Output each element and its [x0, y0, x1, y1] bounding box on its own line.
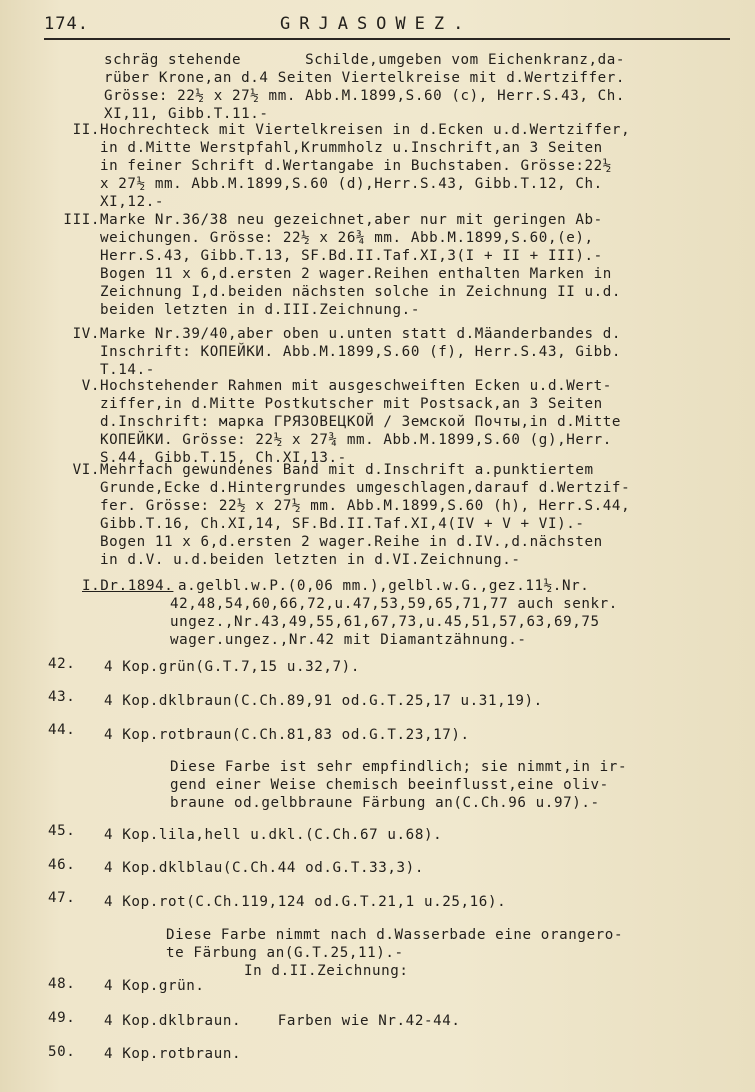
- design-3-line-6: beiden letzten in d.III.Zeichnung.-: [100, 302, 420, 318]
- note-47-line-1: Diese Farbe nimmt nach d.Wasserbade eine orangero-: [166, 927, 624, 943]
- stamp-description: 4 Kop.dklblau(C.Ch.44 od.G.T.33,3).: [104, 860, 424, 876]
- design-3-line-4: Bogen 11 x 6,d.ersten 2 wager.Reihen enthalten Marken in: [100, 266, 612, 282]
- note-44-line-2: gend einer Weise chemisch beeinflusst,eine oliv-: [170, 777, 609, 793]
- printing-line-2: 42,48,54,60,66,72,u.47,53,59,65,71,77 auch senkr.: [170, 596, 618, 612]
- design-3-line-5: Zeichnung I,d.beiden nächsten solche in Zeichnung II u.d.: [100, 284, 622, 300]
- design-5-marker: V.: [81, 378, 100, 394]
- design-2-line-5: XI,12.-: [100, 194, 164, 210]
- design-4-marker: IV.: [72, 326, 100, 342]
- drawing-heading: In d.II.Zeichnung:: [244, 963, 409, 979]
- design-3-line-3: Herr.S.43, Gibb.T.13, SF.Bd.II.Taf.XI,3(I + II + III).-: [100, 248, 603, 264]
- stamp-description: 4 Kop.dklbraun(C.Ch.89,91 od.G.T.25,17 u.31,19).: [104, 693, 543, 709]
- design-5-line-5: S.44, Gibb.T.15, Ch.XI,13.-: [100, 450, 347, 466]
- stamp-description: 4 Kop.dklbraun. Farben wie Nr.42-44.: [104, 1013, 461, 1029]
- note-47-line-2: te Färbung an(G.T.25,11).-: [166, 945, 404, 961]
- design-1-line-3: Grösse: 22½ x 27½ mm. Abb.M.1899,S.60 (c), Herr.S.43, Ch.: [104, 88, 626, 104]
- design-5-line-4: КОПЕЙКИ. Grösse: 22½ x 27¾ mm. Abb.M.1899,S.60 (g),Herr.: [100, 432, 612, 448]
- design-3-line-1: Marke Nr.36/38 neu gezeichnet,aber nur mit geringen Ab-: [100, 212, 603, 228]
- stamp-description: 4 Kop.rotbraun.: [104, 1046, 242, 1062]
- stamp-number: 44.: [48, 722, 76, 738]
- design-6-line-6: in d.V. u.d.beiden letzten in d.VI.Zeichnung.-: [100, 552, 521, 568]
- design-6-line-1: Mehrfach gewundenes Band mit d.Inschrift a.punktiertem: [100, 462, 594, 478]
- stamp-number: 46.: [48, 857, 76, 873]
- design-2-marker: II.: [72, 122, 100, 138]
- design-2-line-3: in feiner Schrift d.Wertangabe in Buchstaben. Grösse:22½: [100, 158, 612, 174]
- design-5-line-1: Hochstehender Rahmen mit ausgeschweiften Ecken u.d.Wert-: [100, 378, 612, 394]
- design-4-line-1: Marke Nr.39/40,aber oben u.unten statt d.Mäanderbandes d.: [100, 326, 622, 342]
- page-title: GRJASOWEZ.: [280, 14, 473, 34]
- header-rule: [44, 38, 730, 40]
- design-3-line-2: weichungen. Grösse: 22½ x 26¾ mm. Abb.M.1899,S.60,(e),: [100, 230, 594, 246]
- design-5-line-3: d.Inschrift: марка ГРЯЗОВЕЦКОЙ / Земской Почты,in d.Mitte: [100, 414, 622, 430]
- design-1-line-2: rüber Krone,an d.4 Seiten Viertelkreise mit d.Wertziffer.: [104, 70, 626, 86]
- design-6-line-4: Gibb.T.16, Ch.XI,14, SF.Bd.II.Taf.XI,4(IV + V + VI).-: [100, 516, 585, 532]
- printing-line-3: ungez.,Nr.43,49,55,61,67,73,u.45,51,57,63,69,75: [170, 614, 600, 630]
- printing-line-4: wager.ungez.,Nr.42 mit Diamantzähnung.-: [170, 632, 527, 648]
- design-2-line-4: x 27½ mm. Abb.M.1899,S.60 (d),Herr.S.43, Gibb.T.12, Ch.: [100, 176, 603, 192]
- page-number: 174.: [44, 14, 89, 34]
- design-6-line-3: fer. Grösse: 22½ x 27½ mm. Abb.M.1899,S.60 (h), Herr.S.44,: [100, 498, 631, 514]
- design-3-marker: III.: [63, 212, 100, 228]
- stamp-number: 42.: [48, 656, 76, 672]
- design-4-line-3: T.14.-: [100, 362, 155, 378]
- stamp-description: 4 Kop.rotbraun(C.Ch.81,83 od.G.T.23,17).: [104, 727, 470, 743]
- design-2-line-1: Hochrechteck mit Viertelkreisen in d.Ecken u.d.Wertziffer,: [100, 122, 631, 138]
- stamp-number: 43.: [48, 689, 76, 705]
- note-44-line-1: Diese Farbe ist sehr empfindlich; sie nimmt,in ir-: [170, 759, 628, 775]
- design-4-line-2: Inschrift: КОПЕЙКИ. Abb.M.1899,S.60 (f), Herr.S.43, Gibb.: [100, 344, 622, 360]
- note-44-line-3: braune od.gelbbraune Färbung an(C.Ch.96 u.97).-: [170, 795, 600, 811]
- printing-line-1: a.gelbl.w.P.(0,06 mm.),gelbl.w.G.,gez.11½.Nr.: [178, 578, 590, 594]
- design-1-line-4: XI,11, Gibb.T.11.-: [104, 106, 269, 122]
- stamp-description: 4 Kop.grün(G.T.7,15 u.32,7).: [104, 659, 360, 675]
- design-6-line-5: Bogen 11 x 6,d.ersten 2 wager.Reihe in d.IV.,d.nächsten: [100, 534, 603, 550]
- design-5-line-2: ziffer,in d.Mitte Postkutscher mit Postsack,an 3 Seiten: [100, 396, 603, 412]
- stamp-number: 50.: [48, 1044, 76, 1060]
- printing-label: I.Dr.1894.: [82, 578, 174, 594]
- design-6-marker: VI.: [72, 462, 100, 478]
- stamp-description: 4 Kop.rot(C.Ch.119,124 od.G.T.21,1 u.25,16).: [104, 894, 507, 910]
- stamp-number: 48.: [48, 976, 76, 992]
- stamp-number: 49.: [48, 1010, 76, 1026]
- stamp-description: 4 Kop.lila,hell u.dkl.(C.Ch.67 u.68).: [104, 827, 443, 843]
- design-2-line-2: in d.Mitte Werstpfahl,Krummholz u.Inschrift,an 3 Seiten: [100, 140, 603, 156]
- design-1-line-1: schräg stehende Schilde,umgeben vom Eichenkranz,da-: [104, 52, 626, 68]
- stamp-description: 4 Kop.grün.: [104, 978, 205, 994]
- stamp-number: 47.: [48, 890, 76, 906]
- design-6-line-2: Grunde,Ecke d.Hintergrundes umgeschlagen,darauf d.Wertzif-: [100, 480, 631, 496]
- stamp-number: 45.: [48, 823, 76, 839]
